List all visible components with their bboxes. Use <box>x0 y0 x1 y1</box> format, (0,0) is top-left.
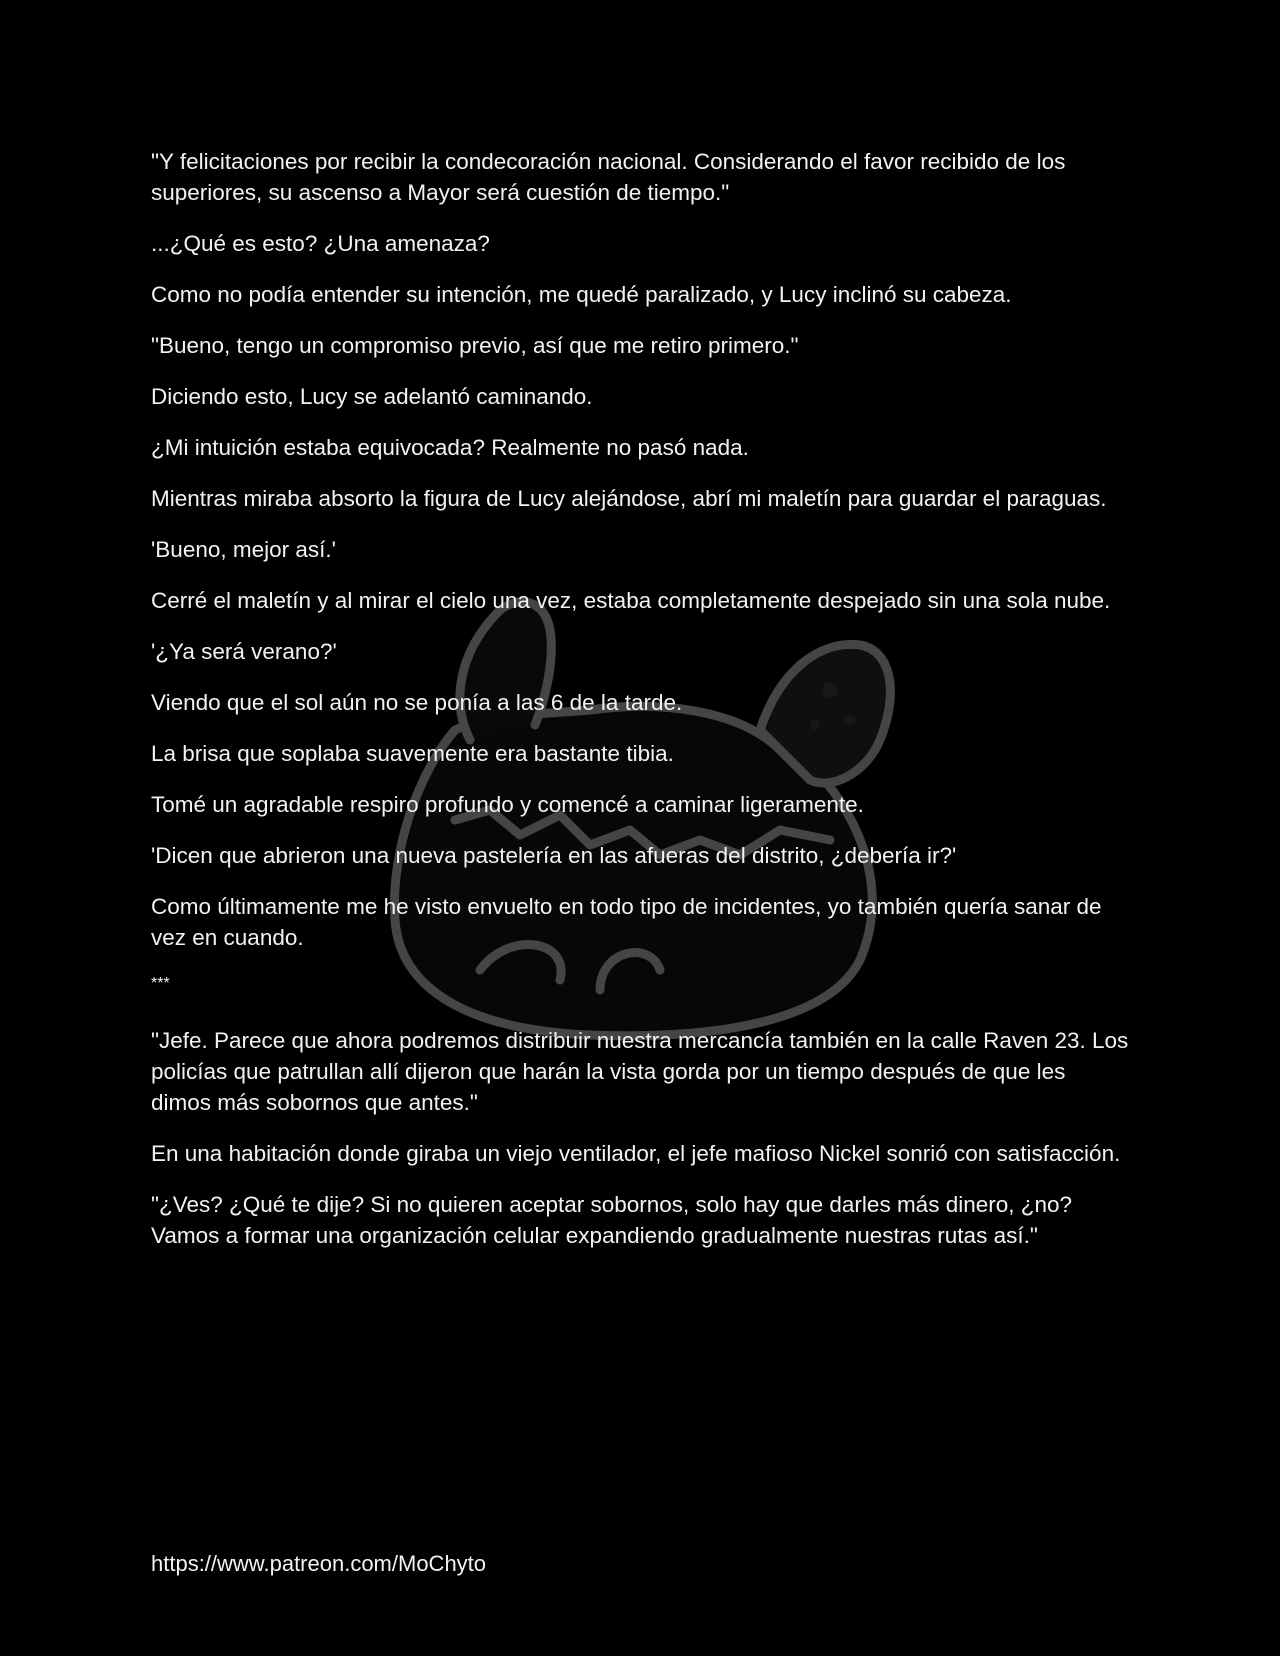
paragraph: Cerré el maletín y al mirar el cielo una vez, estaba completamente despejado sin una sola nube. <box>151 588 1111 613</box>
section-separator: *** <box>151 975 170 992</box>
paragraph: "Jefe. Parece que ahora podremos distribuir nuestra mercancía también en la calle Raven 23. Los policías que patrullan allí dijeron que harán la vista gorda por un tiempo después de que les dimos más sobornos que antes." <box>151 1028 1135 1115</box>
paragraph: ¿Mi intuición estaba equivocada? Realmente no pasó nada. <box>151 435 749 460</box>
paragraph: Como no podía entender su intención, me quedé paralizado, y Lucy inclinó su cabeza. <box>151 282 1012 307</box>
paragraph: La brisa que soplaba suavemente era bastante tibia. <box>151 741 674 766</box>
paragraph: "Bueno, tengo un compromiso previo, así que me retiro primero." <box>151 333 799 358</box>
paragraph: Diciendo esto, Lucy se adelantó caminando. <box>151 384 593 409</box>
paragraph: Viendo que el sol aún no se ponía a las 6 de la tarde. <box>151 690 683 715</box>
paragraph: Como últimamente me he visto envuelto en todo tipo de incidentes, yo también quería sanar de vez en cuando. <box>151 894 1108 950</box>
paragraph: 'Bueno, mejor así.' <box>151 537 336 562</box>
paragraph: "Y felicitaciones por recibir la condecoración nacional. Considerando el favor recibido de los superiores, su ascenso a Mayor será cuestión de tiempo." <box>151 149 1072 205</box>
paragraph: Tomé un agradable respiro profundo y comencé a caminar ligeramente. <box>151 792 864 817</box>
paragraph: ...¿Qué es esto? ¿Una amenaza? <box>151 231 490 256</box>
paragraph: '¿Ya será verano?' <box>151 639 337 664</box>
paragraph: Mientras miraba absorto la figura de Lucy alejándose, abrí mi maletín para guardar el paraguas. <box>151 486 1107 511</box>
paragraph: "¿Ves? ¿Qué te dije? Si no quieren aceptar sobornos, solo hay que darles más dinero, ¿no? Vamos a formar una organización celular expandiendo gradualmente nuestras rutas así." <box>151 1192 1079 1248</box>
document-body <box>151 146 1135 1271</box>
paragraph: 'Dicen que abrieron una nueva pastelería en las afueras del distrito, ¿debería ir?' <box>151 843 957 868</box>
patreon-link[interactable]: https://www.patreon.com/MoChyto <box>151 1551 487 1576</box>
paragraph: En una habitación donde giraba un viejo ventilador, el jefe mafioso Nickel sonrió con satisfacción. <box>151 1141 1121 1166</box>
